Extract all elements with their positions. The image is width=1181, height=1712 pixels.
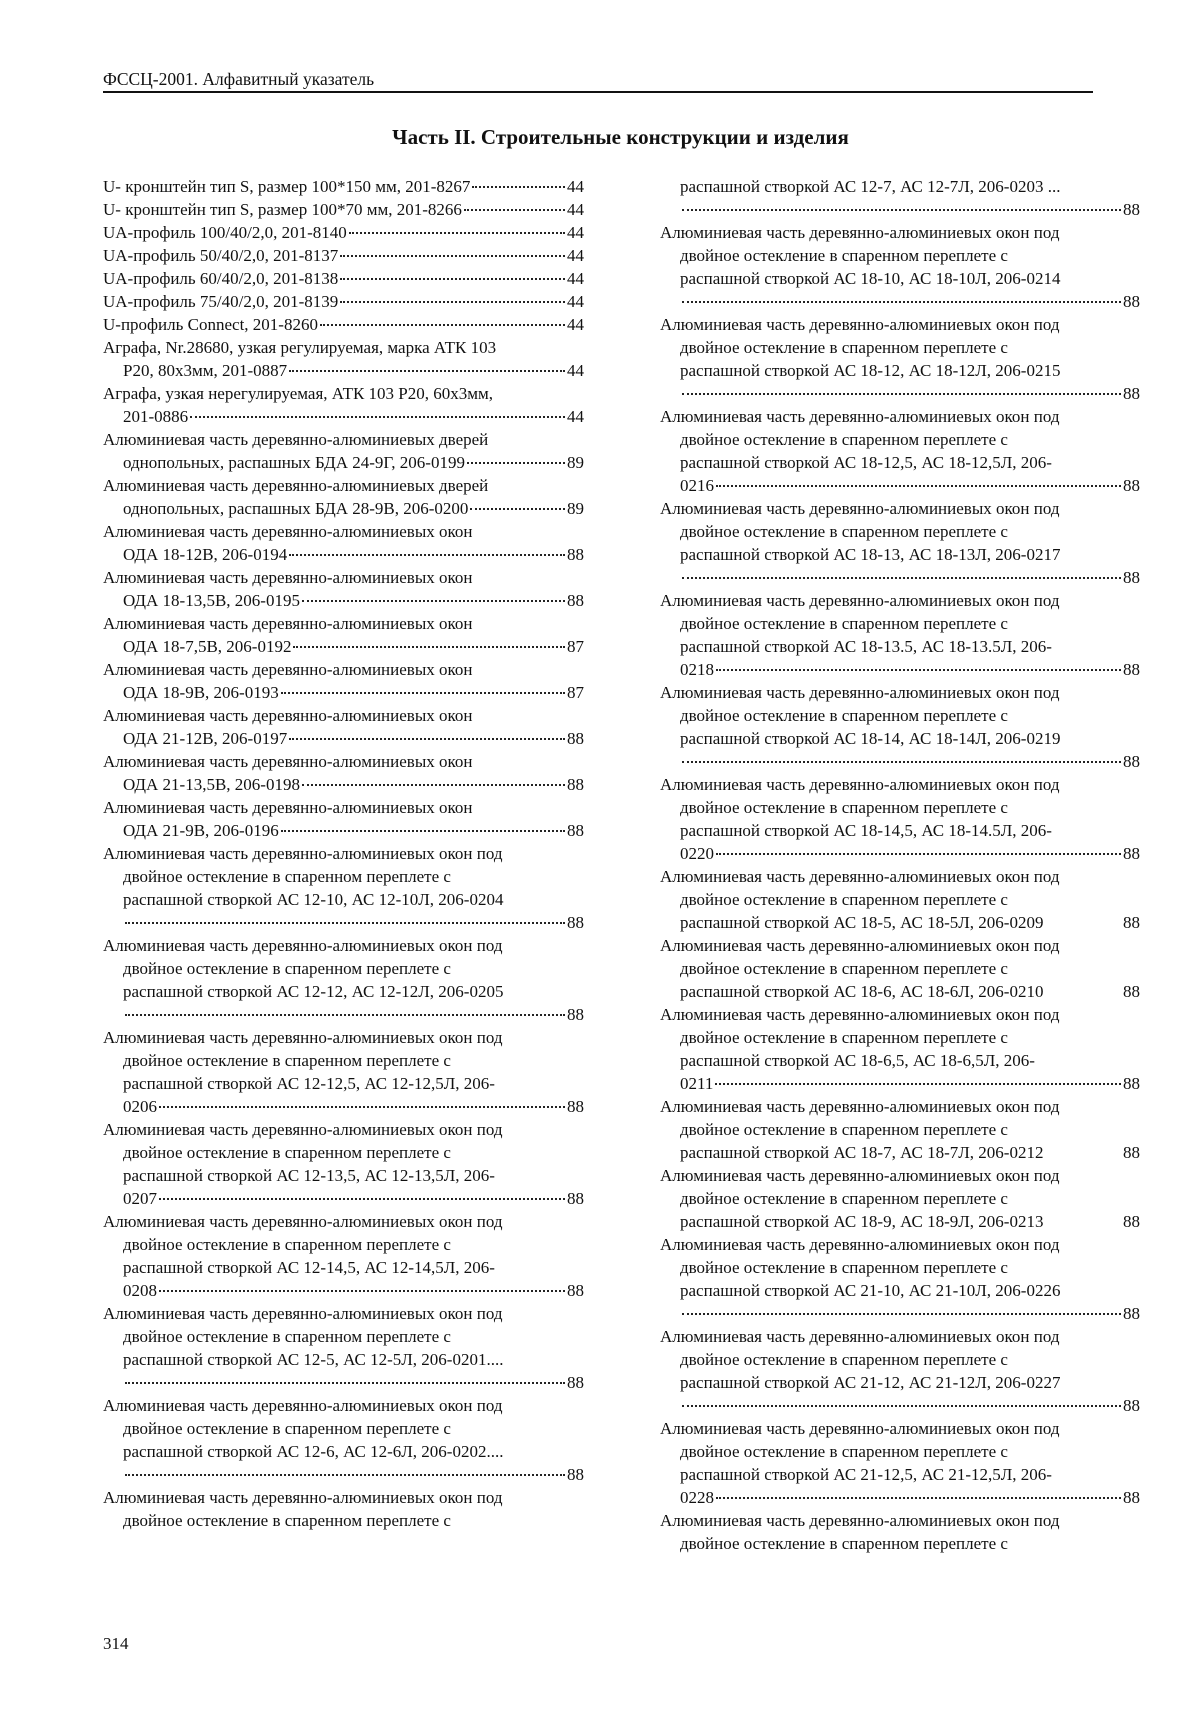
index-line xyxy=(103,244,584,267)
index-entry-text: Алюминиевая часть деревянно-алюминиевых окон под xyxy=(103,936,503,955)
index-entry-text: Алюминиевая часть деревянно-алюминиевых окон под xyxy=(660,775,1060,794)
index-line xyxy=(103,1463,584,1486)
page-reference: 88 xyxy=(1123,384,1140,403)
dot-leader xyxy=(716,485,1121,487)
index-line xyxy=(660,474,1140,497)
index-entry-text: ОДА 18-12В, 206-0194 xyxy=(123,545,288,564)
index-entry-text: Алюминиевая часть деревянно-алюминиевых окон под xyxy=(660,591,1060,610)
index-entry-text: 0218 xyxy=(680,660,714,679)
index-entry-text: Алюминиевая часть деревянно-алюминиевых окон под xyxy=(103,1120,503,1139)
index-entry-text: Алюминиевая часть деревянно-алюминиевых окон xyxy=(103,614,473,633)
page-reference: 88 xyxy=(567,1465,584,1484)
index-entry-text: распашной створкой АС 18-12,5, АС 18-12,5Л, 206- xyxy=(680,453,1052,472)
dot-leader xyxy=(715,1083,1121,1085)
index-entry-text: двойное остекление в спаренном переплете с xyxy=(680,522,1008,541)
index-entry-text: 201-0886 xyxy=(123,407,189,426)
index-entry-text: распашной створкой АС 12-13,5, АС 12-13,5Л, 206- xyxy=(123,1166,495,1185)
page-reference: 88 xyxy=(1123,476,1140,495)
index-entry-text: UA-профиль 60/40/2,0, 201-8138 xyxy=(103,269,339,288)
index-entry-text: распашной створкой АС 18-5, АС 18-5Л, 206-0209 xyxy=(680,913,1044,932)
index-line xyxy=(103,451,584,474)
index-line xyxy=(660,1210,1140,1233)
index-entry-text: распашной створкой АС 18-14,5, АС 18-14.5Л, 206- xyxy=(680,821,1052,840)
index-line xyxy=(660,566,1140,589)
index-entry-text: ОДА 21-12В, 206-0197 xyxy=(123,729,288,748)
index-entry-text: Алюминиевая часть деревянно-алюминиевых окон под xyxy=(660,1005,1060,1024)
index-entry-text: распашной створкой АС 12-10, АС 12-10Л, 206-0204 xyxy=(123,890,504,909)
dot-leader xyxy=(289,554,565,556)
page-reference: 88 xyxy=(1123,913,1140,932)
index-entry-text: Алюминиевая часть деревянно-алюминиевых окон под xyxy=(103,1028,503,1047)
index-line xyxy=(660,1302,1140,1325)
index-entry-text: Алюминиевая часть деревянно-алюминиевых окон под xyxy=(660,1166,1060,1185)
index-line xyxy=(660,750,1140,773)
index-line xyxy=(103,359,584,382)
page-reference: 88 xyxy=(567,1189,584,1208)
running-header: ФССЦ-2001. Алфавитный указатель xyxy=(103,68,1093,93)
index-line xyxy=(103,290,584,313)
page-reference: 88 xyxy=(1123,1304,1140,1323)
page-reference: 87 xyxy=(567,637,584,656)
index-line xyxy=(660,290,1140,313)
index-entry-text: Алюминиевая часть деревянно-алюминиевых окон xyxy=(103,660,473,679)
index-entry-text: Алюминиевая часть деревянно-алюминиевых окон xyxy=(103,522,473,541)
index-entry-text: двойное остекление в спаренном переплете с xyxy=(680,890,1008,909)
dot-leader xyxy=(716,1497,1121,1499)
dot-leader xyxy=(470,508,565,510)
index-entry-text: двойное остекление в спаренном переплете с xyxy=(123,1143,451,1162)
index-entry-text: двойное остекление в спаренном переплете с xyxy=(680,1189,1008,1208)
index-line xyxy=(103,773,584,796)
index-entry-text: двойное остекление в спаренном переплете с xyxy=(680,1120,1008,1139)
index-entry-text: распашной створкой АС 18-13, АС 18-13Л, 206-0217 xyxy=(680,545,1061,564)
page-reference: 44 xyxy=(567,246,584,265)
index-entry-text: 0220 xyxy=(680,844,714,863)
dot-leader xyxy=(281,692,565,694)
dot-leader xyxy=(281,830,565,832)
index-entry-text: Аграфа, Nr.28680, узкая регулируемая, марка АТК 103 xyxy=(103,338,497,357)
page-reference: 88 xyxy=(1123,292,1140,311)
index-entry-text: Алюминиевая часть деревянно-алюминиевых окон xyxy=(103,752,473,771)
index-entry-text: двойное остекление в спаренном переплете с xyxy=(680,1534,1008,1553)
index-column-right xyxy=(660,175,1140,1555)
index-entry-text: 0206 xyxy=(123,1097,157,1116)
index-entry-text: двойное остекление в спаренном переплете с xyxy=(680,1442,1008,1461)
index-entry-text: ОДА 18-7,5В, 206-0192 xyxy=(123,637,292,656)
index-line xyxy=(103,198,584,221)
index-entry-text: распашной створкой АС 18-13.5, АС 18-13.5Л, 206- xyxy=(680,637,1052,656)
dot-leader xyxy=(302,600,565,602)
page-reference: 88 xyxy=(567,913,584,932)
index-entry-text: распашной створкой АС 18-10, АС 18-10Л, 206-0214 xyxy=(680,269,1061,288)
page-reference: 88 xyxy=(1123,660,1140,679)
page-reference: 44 xyxy=(567,315,584,334)
index-line xyxy=(103,405,584,428)
index-entry-text: Алюминиевая часть деревянно-алюминиевых окон под xyxy=(660,499,1060,518)
index-entry-text: Алюминиевая часть деревянно-алюминиевых окон под xyxy=(660,1235,1060,1254)
index-line xyxy=(660,1072,1140,1095)
index-entry-text: ОДА 18-9В, 206-0193 xyxy=(123,683,279,702)
index-entry-text: распашной створкой АС 12-12, АС 12-12Л, 206-0205 xyxy=(123,982,504,1001)
index-entry-text: двойное остекление в спаренном переплете с xyxy=(680,798,1008,817)
index-entry-text: ОДА 18-13,5В, 206-0195 xyxy=(123,591,300,610)
dot-leader xyxy=(682,301,1121,303)
index-entry-text: двойное остекление в спаренном переплете с xyxy=(123,1327,451,1346)
index-entry-text: Алюминиевая часть деревянно-алюминиевых окон xyxy=(103,568,473,587)
index-entry-text: распашной створкой АС 18-14, АС 18-14Л, 206-0219 xyxy=(680,729,1061,748)
index-entry-text: распашной створкой АС 18-12, АС 18-12Л, 206-0215 xyxy=(680,361,1061,380)
page-reference: 88 xyxy=(1123,1143,1140,1162)
index-entry-text: распашной створкой АС 12-14,5, АС 12-14,5Л, 206- xyxy=(123,1258,495,1277)
index-entry-text: распашной створкой АС 12-5, АС 12-5Л, 206-0201.... xyxy=(123,1350,504,1369)
index-entry-text: распашной створкой АС 21-12,5, АС 21-12,5Л, 206- xyxy=(680,1465,1052,1484)
dot-leader xyxy=(682,1313,1121,1315)
index-line xyxy=(660,842,1140,865)
index-entry-text: Алюминиевая часть деревянно-алюминиевых окон под xyxy=(660,1327,1060,1346)
dot-leader xyxy=(682,1405,1121,1407)
page-reference: 88 xyxy=(1123,1396,1140,1415)
index-line xyxy=(660,198,1140,221)
page-reference: 44 xyxy=(567,177,584,196)
index-line xyxy=(660,658,1140,681)
dot-leader xyxy=(682,761,1121,763)
index-line xyxy=(103,819,584,842)
index-entry-text: распашной створкой АС 12-6, АС 12-6Л, 206-0202.... xyxy=(123,1442,504,1461)
dot-leader xyxy=(682,393,1121,395)
page-reference: 88 xyxy=(567,591,584,610)
dot-leader xyxy=(125,922,565,924)
page-reference: 88 xyxy=(1123,1488,1140,1507)
page-reference: 88 xyxy=(1123,844,1140,863)
dot-leader xyxy=(190,416,565,418)
index-entry-text: двойное остекление в спаренном переплете с xyxy=(680,614,1008,633)
page-reference: 44 xyxy=(567,223,584,242)
dot-leader xyxy=(340,255,565,257)
index-entry-text: Аграфа, узкая нерегулируемая, АТК 103 P20, 60x3мм, xyxy=(103,384,494,403)
dot-leader xyxy=(302,784,565,786)
index-line xyxy=(103,727,584,750)
index-entry-text: Алюминиевая часть деревянно-алюминиевых окон под xyxy=(660,1419,1060,1438)
dot-leader xyxy=(716,853,1121,855)
index-entry-text: двойное остекление в спаренном переплете с xyxy=(123,1051,451,1070)
index-entry-text: 0208 xyxy=(123,1281,157,1300)
index-entry-text: двойное остекление в спаренном переплете с xyxy=(680,1258,1008,1277)
index-line xyxy=(103,221,584,244)
dot-leader xyxy=(289,370,565,372)
dot-leader xyxy=(340,301,565,303)
page-number: 314 xyxy=(103,1634,129,1653)
index-line xyxy=(660,1141,1140,1164)
page-reference: 44 xyxy=(567,292,584,311)
index-entry-text: U-профиль Connect, 201-8260 xyxy=(103,315,318,334)
index-entry-text: распашной створкой АС 18-7, АС 18-7Л, 206-0212 xyxy=(680,1143,1044,1162)
index-line xyxy=(103,1187,584,1210)
page-reference: 88 xyxy=(1123,752,1140,771)
index-entry-text: двойное остекление в спаренном переплете с xyxy=(123,867,451,886)
index-entry-text: двойное остекление в спаренном переплете с xyxy=(680,338,1008,357)
index-entry-text: 0216 xyxy=(680,476,714,495)
page-reference: 88 xyxy=(567,775,584,794)
index-line xyxy=(103,1003,584,1026)
page-reference: 89 xyxy=(567,499,584,518)
page-reference: 89 xyxy=(567,453,584,472)
page-reference: 88 xyxy=(567,1373,584,1392)
dot-leader xyxy=(159,1106,565,1108)
index-entry-text: UA-профиль 75/40/2,0, 201-8139 xyxy=(103,292,339,311)
index-entry-text: UA-профиль 50/40/2,0, 201-8137 xyxy=(103,246,339,265)
index-entry-text: Алюминиевая часть деревянно-алюминиевых дверей xyxy=(103,430,489,449)
index-entry-text: 0228 xyxy=(680,1488,714,1507)
dot-leader xyxy=(716,669,1121,671)
index-entry-text: двойное остекление в спаренном переплете с xyxy=(123,1235,451,1254)
index-entry-text: Алюминиевая часть деревянно-алюминиевых окон под xyxy=(103,1488,503,1507)
page-reference: 87 xyxy=(567,683,584,702)
index-line xyxy=(103,497,584,520)
dot-leader xyxy=(125,1474,565,1476)
dot-leader xyxy=(159,1198,565,1200)
index-line xyxy=(103,681,584,704)
index-line xyxy=(660,980,1140,1003)
index-entry-text: Алюминиевая часть деревянно-алюминиевых окон под xyxy=(103,1212,503,1231)
page-reference: 44 xyxy=(567,269,584,288)
dot-leader xyxy=(340,278,565,280)
index-entry-text: Алюминиевая часть деревянно-алюминиевых окон под xyxy=(660,867,1060,886)
index-column-left xyxy=(103,175,584,1532)
index-entry-text: двойное остекление в спаренном переплете с xyxy=(680,1028,1008,1047)
index-entry-text: Алюминиевая часть деревянно-алюминиевых окон под xyxy=(660,407,1060,426)
index-entry-text: Алюминиевая часть деревянно-алюминиевых окон под xyxy=(660,223,1060,242)
page-reference: 88 xyxy=(567,545,584,564)
index-entry-text: двойное остекление в спаренном переплете с xyxy=(680,1350,1008,1369)
index-entry-text: распашной створкой АС 12-7, АС 12-7Л, 206-0203 ... xyxy=(680,177,1061,196)
index-entry-text: U- кронштейн тип S, размер 100*150 мм, 201-8267 xyxy=(103,177,471,196)
index-line xyxy=(103,175,584,198)
page-reference: 88 xyxy=(567,821,584,840)
index-entry-text: однопольных, распашных БДА 28-9В, 206-0200 xyxy=(123,499,469,518)
dot-leader xyxy=(159,1290,565,1292)
index-line xyxy=(103,589,584,612)
index-entry-text: ОДА 21-9В, 206-0196 xyxy=(123,821,279,840)
index-line xyxy=(660,382,1140,405)
page-reference: 88 xyxy=(1123,200,1140,219)
index-line xyxy=(660,911,1140,934)
dot-leader xyxy=(467,462,565,464)
index-line xyxy=(103,1371,584,1394)
index-line xyxy=(103,911,584,934)
index-entry-text: двойное остекление в спаренном переплете с xyxy=(680,706,1008,725)
page-reference: 88 xyxy=(567,1097,584,1116)
dot-leader xyxy=(349,232,565,234)
index-entry-text: U- кронштейн тип S, размер 100*70 мм, 201-8266 xyxy=(103,200,462,219)
page-reference: 88 xyxy=(567,729,584,748)
index-entry-text: распашной створкой АС 18-6, АС 18-6Л, 206-0210 xyxy=(680,982,1044,1001)
page-reference: 88 xyxy=(567,1281,584,1300)
section-title: Часть II. Строительные конструкции и изделия xyxy=(392,125,849,149)
page-reference: 88 xyxy=(567,1005,584,1024)
index-entry-text: 0207 xyxy=(123,1189,157,1208)
index-entry-text: Алюминиевая часть деревянно-алюминиевых дверей xyxy=(103,476,489,495)
index-entry-text: 0211 xyxy=(680,1074,714,1093)
index-line xyxy=(103,1095,584,1118)
page-reference: 88 xyxy=(1123,1212,1140,1231)
dot-leader xyxy=(293,646,565,648)
index-entry-text: Алюминиевая часть деревянно-алюминиевых окон под xyxy=(660,1511,1060,1530)
index-line xyxy=(660,1486,1140,1509)
index-entry-text: Алюминиевая часть деревянно-алюминиевых окон под xyxy=(103,1304,503,1323)
index-line xyxy=(103,543,584,566)
index-entry-text: P20, 80x3мм, 201-0887 xyxy=(123,361,288,380)
index-entry-text: двойное остекление в спаренном переплете с xyxy=(680,430,1008,449)
page-reference: 88 xyxy=(1123,982,1140,1001)
index-entry-text: распашной створкой АС 18-6,5, АС 18-6,5Л, 206- xyxy=(680,1051,1035,1070)
index-entry-text: ОДА 21-13,5В, 206-0198 xyxy=(123,775,300,794)
index-entry-text: Алюминиевая часть деревянно-алюминиевых окон под xyxy=(660,315,1060,334)
dot-leader xyxy=(682,577,1121,579)
index-entry-text: двойное остекление в спаренном переплете с xyxy=(680,959,1008,978)
index-entry-text: двойное остекление в спаренном переплете с xyxy=(680,246,1008,265)
dot-leader xyxy=(682,209,1121,211)
page-reference: 88 xyxy=(1123,1074,1140,1093)
dot-leader xyxy=(472,186,565,188)
index-entry-text: Алюминиевая часть деревянно-алюминиевых окон xyxy=(103,798,473,817)
index-entry-text: Алюминиевая часть деревянно-алюминиевых окон xyxy=(103,706,473,725)
index-entry-text: двойное остекление в спаренном переплете с xyxy=(123,1419,451,1438)
index-entry-text: UA-профиль 100/40/2,0, 201-8140 xyxy=(103,223,347,242)
page-reference: 88 xyxy=(1123,568,1140,587)
index-entry-text: распашной створкой АС 18-9, АС 18-9Л, 206-0213 xyxy=(680,1212,1044,1231)
page-reference: 44 xyxy=(567,407,584,426)
index-entry-text: Алюминиевая часть деревянно-алюминиевых окон под xyxy=(660,683,1060,702)
index-line xyxy=(103,267,584,290)
index-entry-text: двойное остекление в спаренном переплете с xyxy=(123,959,451,978)
dot-leader xyxy=(320,324,565,326)
index-entry-text: однопольных, распашных БДА 24-9Г, 206-0199 xyxy=(123,453,465,472)
index-entry-text: двойное остекление в спаренном переплете с xyxy=(123,1511,451,1530)
index-entry-text: распашной створкой АС 12-12,5, АС 12-12,5Л, 206- xyxy=(123,1074,495,1093)
index-entry-text: Алюминиевая часть деревянно-алюминиевых окон под xyxy=(660,936,1060,955)
index-entry-text: Алюминиевая часть деревянно-алюминиевых окон под xyxy=(103,844,503,863)
index-entry-text: распашной створкой АС 21-12, АС 21-12Л, 206-0227 xyxy=(680,1373,1061,1392)
dot-leader xyxy=(125,1382,565,1384)
dot-leader xyxy=(125,1014,565,1016)
index-entry-text: Алюминиевая часть деревянно-алюминиевых окон под xyxy=(660,1097,1060,1116)
index-line xyxy=(660,1394,1140,1417)
dot-leader xyxy=(464,209,565,211)
index-line xyxy=(103,1279,584,1302)
index-entry-text: распашной створкой АС 21-10, АС 21-10Л, 206-0226 xyxy=(680,1281,1061,1300)
index-entry-text: Алюминиевая часть деревянно-алюминиевых окон под xyxy=(103,1396,503,1415)
dot-leader xyxy=(289,738,565,740)
page-reference: 44 xyxy=(567,361,584,380)
page-reference: 44 xyxy=(567,200,584,219)
index-line xyxy=(103,313,584,336)
index-line xyxy=(103,635,584,658)
